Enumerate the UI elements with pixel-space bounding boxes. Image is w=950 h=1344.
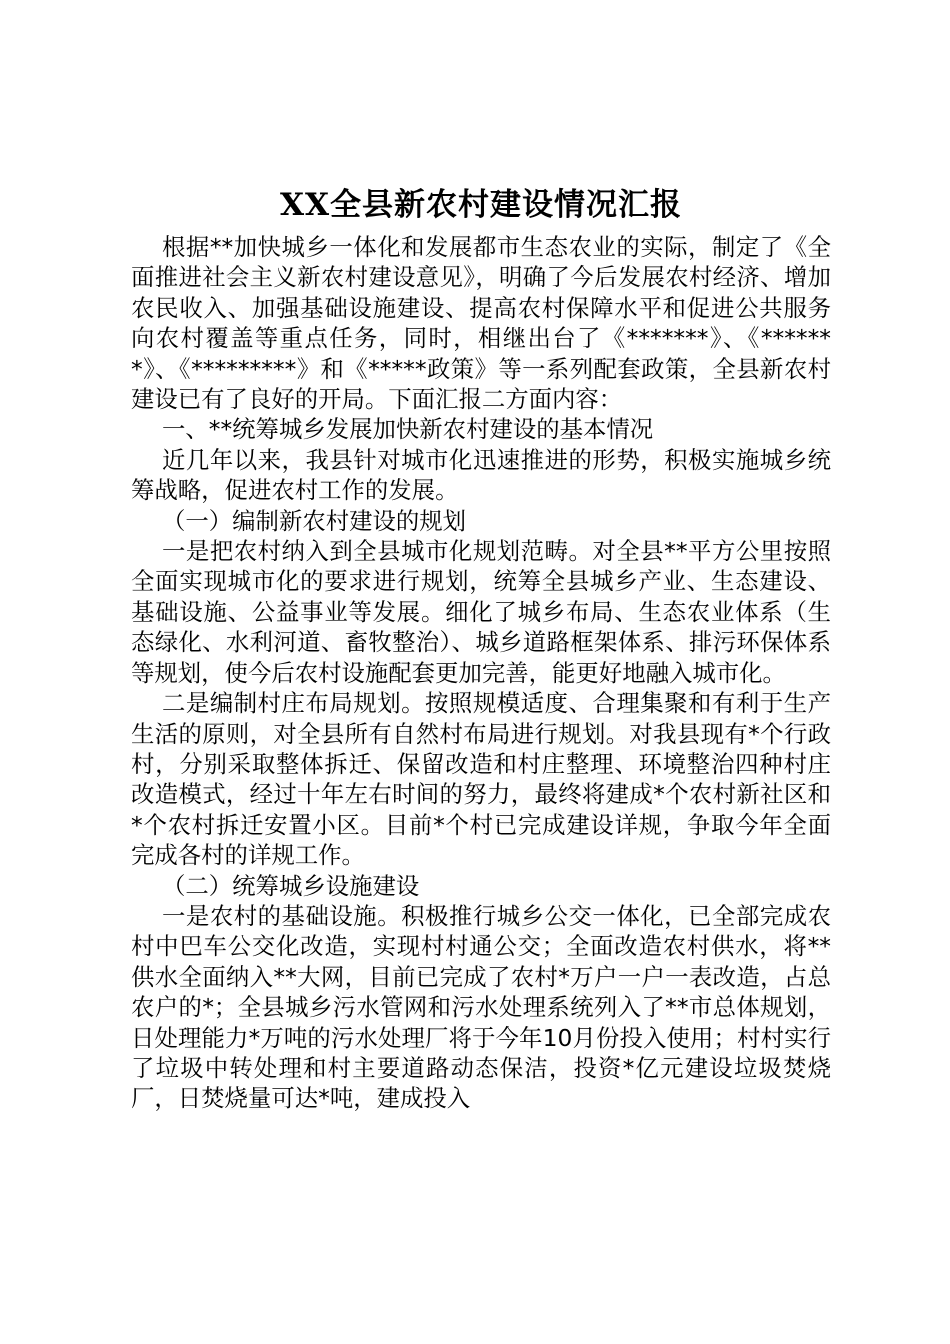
document-title: XX全县新农村建设情况汇报 — [279, 187, 683, 223]
paragraph-intro: 根据**加快城乡一体化和发展都市生态农业的实际，制定了《全面推进社会主义新农村建设意见》，明确了今后发展农村经济、增加农民收入、加强基础设施建设、提高农村保障水平和促进公共服务向农村覆盖等重点任务，同时，相继出台了《*******》、《*******》、《*********》和《*****政策》等一系列配套政策，全县新农村建设已有了良好的开局。下面汇报二方面内容： — [131, 233, 831, 414]
subsection-heading-1: （一）编制新农村建设的规划 — [162, 506, 467, 535]
paragraph-overview: 近几年以来，我县针对城市化迅速推进的形势，积极实施城乡统筹战略，促进农村工作的发展。 — [131, 445, 831, 505]
paragraph-urban-planning: 一是把农村纳入到全县城市化规划范畴。对全县**平方公里按照全面实现城市化的要求进行规划，统筹全县城乡产业、生态建设、基础设施、公益事业等发展。细化了城乡布局、生态农业体系（生态绿化、水利河道、畜牧整治）、城乡道路框架体系、排污环保体系等规划，使今后农村设施配套更加完善，能更好地融入城市化。 — [131, 537, 831, 687]
subsection-heading-2: （二）统筹城乡设施建设 — [162, 871, 420, 900]
paragraph-infrastructure: 一是农村的基础设施。积极推行城乡公交一体化，已全部完成农村中巴车公交化改造，实现村村通公交；全面改造农村供水，将**供水全面纳入**大网，目前已完成了农村*万户一户一表改造，占总农户的*；全县城乡污水管网和污水处理系统列入了**市总体规划，日处理能力*万吨的污水处理厂将于今年10月份投入使用；村村实行了垃圾中转处理和村主要道路动态保洁，投资*亿元建设垃圾焚烧厂，日焚烧量可达*吨，建成投入 — [131, 901, 831, 1113]
section-heading-1: 一、**统筹城乡发展加快新农村建设的基本情况 — [162, 415, 654, 444]
paragraph-village-layout: 二是编制村庄布局规划。按照规模适度、合理集聚和有利于生产生活的原则，对全县所有自然村布局进行规划。对我县现有*个行政村，分别采取整体拆迁、保留改造和村庄整理、环境整治四种村庄改造模式，经过十年左右时间的努力，最终将建成*个农村新社区和*个农村拆迁安置小区。目前*个村已完成建设详规，争取今年全面完成各村的详规工作。 — [131, 689, 831, 870]
document-page — [131, 182, 831, 1114]
